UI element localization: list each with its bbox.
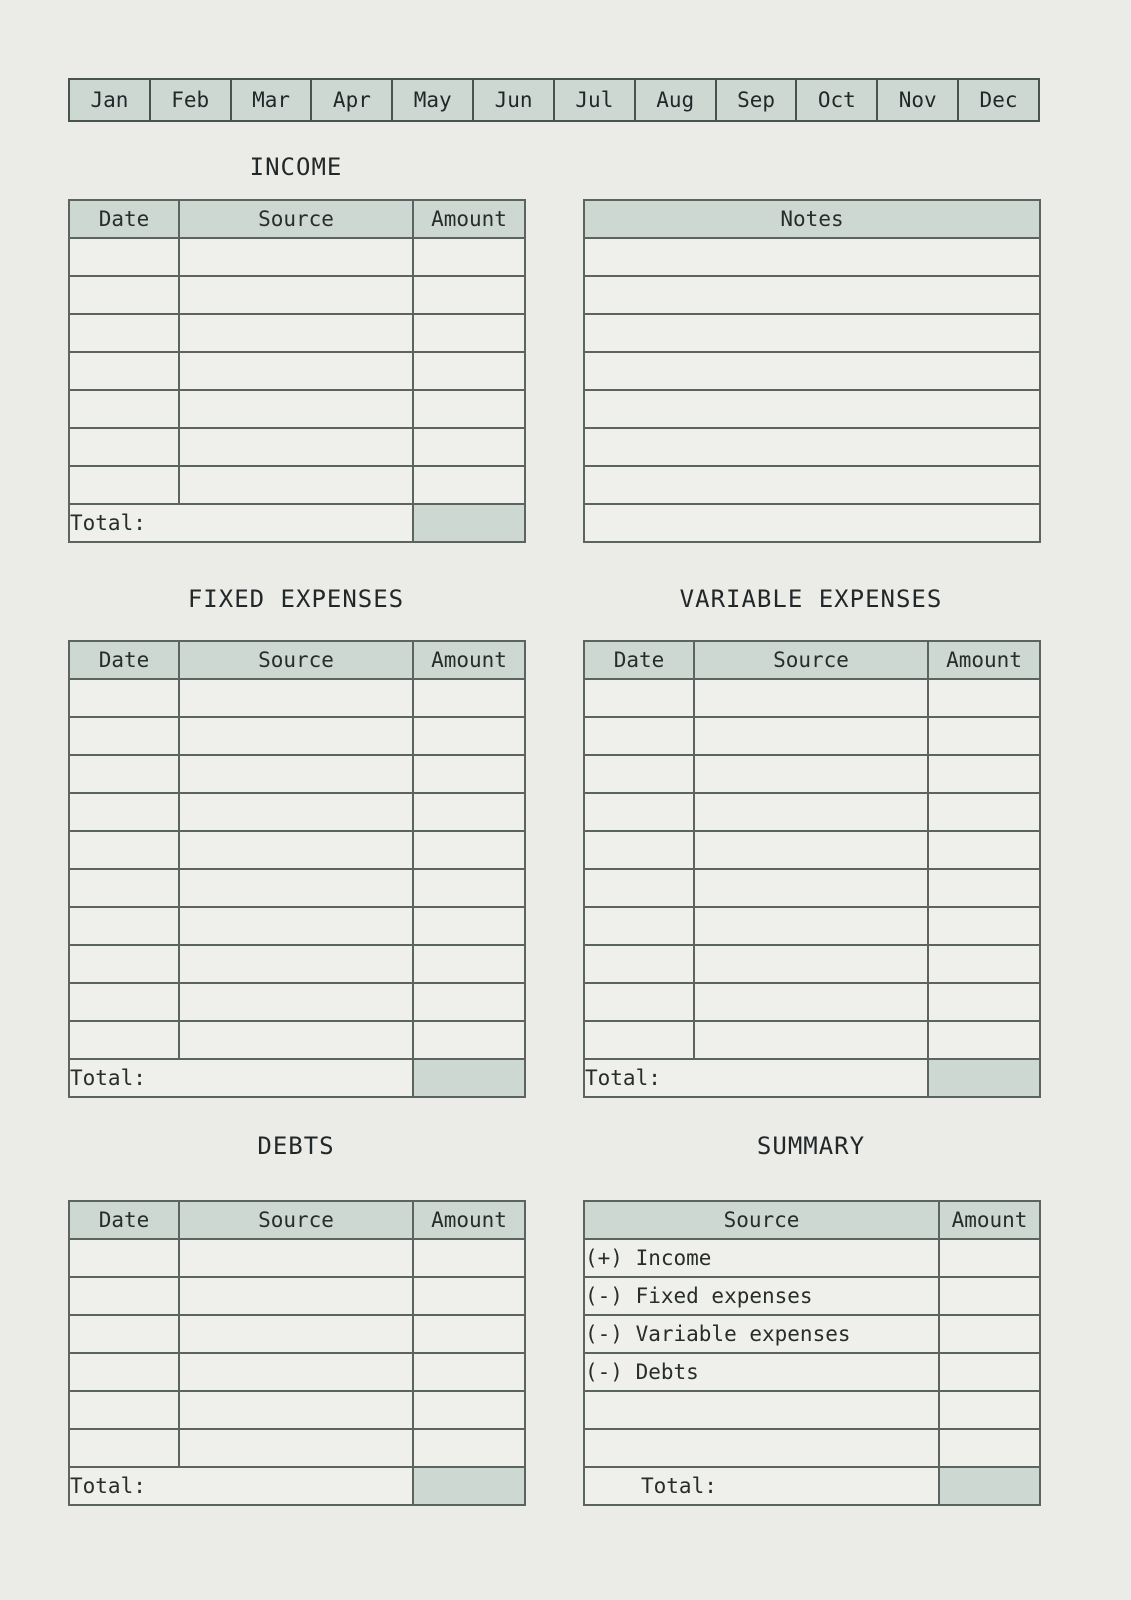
fixed-source-cell[interactable]	[179, 793, 413, 831]
notes-row	[584, 466, 1040, 504]
summary-row-variable	[584, 1315, 1040, 1353]
income-row	[69, 238, 525, 276]
income-row	[69, 390, 525, 428]
fixed-col-amount: Amount	[413, 641, 525, 679]
fixed-expenses-table	[68, 640, 526, 1098]
income-source-cell[interactable]	[179, 276, 413, 314]
notes-row	[584, 352, 1040, 390]
summary-row-debts	[584, 1353, 1040, 1391]
variable-date-cell[interactable]	[584, 869, 694, 907]
summary-total-label: Total:	[584, 1467, 939, 1505]
notes-cell[interactable]	[584, 238, 1040, 276]
month-tab-jun[interactable]: Jun	[474, 80, 555, 120]
variable-row	[584, 793, 1040, 831]
fixed-date-cell[interactable]	[69, 869, 179, 907]
month-tab-mar[interactable]: Mar	[232, 80, 313, 120]
fixed-date-cell[interactable]	[69, 793, 179, 831]
notes-cell[interactable]	[584, 352, 1040, 390]
income-amount-cell[interactable]	[413, 352, 525, 390]
fixed-row	[69, 755, 525, 793]
debts-source-cell[interactable]	[179, 1353, 413, 1391]
month-tab-nov[interactable]: Nov	[878, 80, 959, 120]
debts-table	[68, 1200, 526, 1506]
variable-expenses-title: VARIABLE EXPENSES	[679, 585, 943, 613]
income-col-amount: Amount	[413, 200, 525, 238]
summary-debts-label: (-) Debts	[584, 1353, 939, 1391]
variable-col-date: Date	[584, 641, 694, 679]
fixed-source-cell[interactable]	[179, 945, 413, 983]
debts-title: DEBTS	[257, 1132, 335, 1160]
summary-row-income	[584, 1239, 1040, 1277]
income-amount-cell[interactable]	[413, 238, 525, 276]
month-tab-jul[interactable]: Jul	[555, 80, 636, 120]
variable-amount-cell[interactable]	[928, 869, 1040, 907]
month-tab-may[interactable]: May	[393, 80, 474, 120]
variable-source-cell[interactable]	[694, 1021, 928, 1059]
debts-source-cell[interactable]	[179, 1277, 413, 1315]
income-row	[69, 428, 525, 466]
income-row	[69, 466, 525, 504]
debts-source-cell[interactable]	[179, 1429, 413, 1467]
fixed-total-amount-cell[interactable]	[413, 1059, 525, 1097]
income-amount-cell[interactable]	[413, 428, 525, 466]
debts-col-amount: Amount	[413, 1201, 525, 1239]
fixed-date-cell[interactable]	[69, 717, 179, 755]
debts-total-row	[69, 1467, 525, 1505]
income-source-cell[interactable]	[179, 238, 413, 276]
notes-cell[interactable]	[584, 428, 1040, 466]
summary-income-amount-cell[interactable]	[939, 1239, 1040, 1277]
debts-total-label: Total:	[69, 1467, 413, 1505]
fixed-date-cell[interactable]	[69, 755, 179, 793]
variable-amount-cell[interactable]	[928, 1021, 1040, 1059]
variable-row	[584, 869, 1040, 907]
fixed-date-cell[interactable]	[69, 679, 179, 717]
variable-amount-cell[interactable]	[928, 755, 1040, 793]
variable-source-cell[interactable]	[694, 869, 928, 907]
variable-source-cell[interactable]	[694, 831, 928, 869]
fixed-amount-cell[interactable]	[413, 869, 525, 907]
debts-row	[69, 1277, 525, 1315]
summary-total-amount-cell[interactable]	[939, 1467, 1040, 1505]
fixed-amount-cell[interactable]	[413, 679, 525, 717]
variable-source-cell[interactable]	[694, 679, 928, 717]
income-amount-cell[interactable]	[413, 314, 525, 352]
fixed-row	[69, 983, 525, 1021]
debts-date-cell[interactable]	[69, 1239, 179, 1277]
fixed-date-cell[interactable]	[69, 907, 179, 945]
fixed-row	[69, 945, 525, 983]
variable-date-cell[interactable]	[584, 945, 694, 983]
month-tab-aug[interactable]: Aug	[636, 80, 717, 120]
variable-amount-cell[interactable]	[928, 679, 1040, 717]
income-amount-cell[interactable]	[413, 466, 525, 504]
variable-date-cell[interactable]	[584, 755, 694, 793]
variable-source-cell[interactable]	[694, 755, 928, 793]
variable-amount-cell[interactable]	[928, 907, 1040, 945]
variable-total-row	[584, 1059, 1040, 1097]
fixed-amount-cell[interactable]	[413, 983, 525, 1021]
fixed-date-cell[interactable]	[69, 831, 179, 869]
fixed-amount-cell[interactable]	[413, 945, 525, 983]
month-tab-apr[interactable]: Apr	[312, 80, 393, 120]
month-tab-oct[interactable]: Oct	[797, 80, 878, 120]
notes-cell[interactable]	[584, 466, 1040, 504]
summary-empty-row	[584, 1391, 1040, 1429]
income-table	[68, 199, 526, 543]
notes-cell[interactable]	[584, 390, 1040, 428]
variable-col-source: Source	[694, 641, 928, 679]
variable-source-cell[interactable]	[694, 907, 928, 945]
fixed-source-cell[interactable]	[179, 983, 413, 1021]
summary-income-label: (+) Income	[584, 1239, 939, 1277]
fixed-source-cell[interactable]	[179, 831, 413, 869]
summary-header-row	[584, 1201, 1040, 1239]
fixed-total-row	[69, 1059, 525, 1097]
debts-header-row	[69, 1201, 525, 1239]
summary-col-source: Source	[584, 1201, 939, 1239]
fixed-expenses-title: FIXED EXPENSES	[187, 585, 405, 613]
income-col-source: Source	[179, 200, 413, 238]
variable-header-row	[584, 641, 1040, 679]
summary-row-fixed	[584, 1277, 1040, 1315]
variable-col-amount: Amount	[928, 641, 1040, 679]
notes-row	[584, 428, 1040, 466]
notes-cell[interactable]	[584, 504, 1040, 542]
fixed-col-source: Source	[179, 641, 413, 679]
debts-amount-cell[interactable]	[413, 1315, 525, 1353]
notes-header-row	[584, 200, 1040, 238]
summary-extra-amount-cell[interactable]	[939, 1391, 1040, 1429]
fixed-row	[69, 869, 525, 907]
variable-amount-cell[interactable]	[928, 983, 1040, 1021]
income-date-cell[interactable]	[69, 428, 179, 466]
variable-row	[584, 983, 1040, 1021]
variable-row	[584, 907, 1040, 945]
income-col-date: Date	[69, 200, 179, 238]
income-source-cell[interactable]	[179, 390, 413, 428]
income-total-label: Total:	[69, 504, 413, 542]
debts-row	[69, 1353, 525, 1391]
debts-date-cell[interactable]	[69, 1353, 179, 1391]
variable-row	[584, 1021, 1040, 1059]
income-total-row	[69, 504, 525, 542]
variable-source-cell[interactable]	[694, 983, 928, 1021]
income-total-amount-cell[interactable]	[413, 504, 525, 542]
variable-source-cell[interactable]	[694, 717, 928, 755]
debts-row	[69, 1239, 525, 1277]
fixed-row	[69, 1021, 525, 1059]
fixed-source-cell[interactable]	[179, 907, 413, 945]
summary-variable-amount-cell[interactable]	[939, 1315, 1040, 1353]
variable-date-cell[interactable]	[584, 717, 694, 755]
variable-amount-cell[interactable]	[928, 717, 1040, 755]
variable-row	[584, 717, 1040, 755]
debts-date-cell[interactable]	[69, 1315, 179, 1353]
month-tab-dec[interactable]: Dec	[979, 88, 1018, 112]
notes-row	[584, 238, 1040, 276]
income-source-cell[interactable]	[179, 466, 413, 504]
variable-total-amount-cell[interactable]	[928, 1059, 1040, 1097]
summary-table	[583, 1200, 1041, 1506]
income-date-cell[interactable]	[69, 390, 179, 428]
debts-date-cell[interactable]	[69, 1391, 179, 1429]
variable-source-cell[interactable]	[694, 793, 928, 831]
income-amount-cell[interactable]	[413, 390, 525, 428]
notes-row	[584, 390, 1040, 428]
fixed-row	[69, 679, 525, 717]
fixed-date-cell[interactable]	[69, 1021, 179, 1059]
summary-title: SUMMARY	[756, 1132, 866, 1160]
debts-row	[69, 1315, 525, 1353]
debts-date-cell[interactable]	[69, 1277, 179, 1315]
variable-date-cell[interactable]	[584, 831, 694, 869]
fixed-source-cell[interactable]	[179, 717, 413, 755]
fixed-date-cell[interactable]	[69, 983, 179, 1021]
fixed-row	[69, 831, 525, 869]
month-tab-feb[interactable]: Feb	[151, 80, 232, 120]
debts-col-source: Source	[179, 1201, 413, 1239]
income-date-cell[interactable]	[69, 276, 179, 314]
fixed-amount-cell[interactable]	[413, 755, 525, 793]
notes-table	[583, 199, 1041, 543]
summary-col-amount: Amount	[939, 1201, 1040, 1239]
fixed-row	[69, 907, 525, 945]
variable-amount-cell[interactable]	[928, 831, 1040, 869]
notes-row	[584, 276, 1040, 314]
fixed-header-row	[69, 641, 525, 679]
fixed-source-cell[interactable]	[179, 1021, 413, 1059]
notes-row	[584, 504, 1040, 542]
fixed-source-cell[interactable]	[179, 755, 413, 793]
notes-row	[584, 314, 1040, 352]
fixed-amount-cell[interactable]	[413, 831, 525, 869]
debts-date-cell[interactable]	[69, 1429, 179, 1467]
income-date-cell[interactable]	[69, 314, 179, 352]
fixed-row	[69, 793, 525, 831]
debts-col-date: Date	[69, 1201, 179, 1239]
fixed-col-date: Date	[69, 641, 179, 679]
fixed-date-cell[interactable]	[69, 945, 179, 983]
variable-row	[584, 755, 1040, 793]
fixed-amount-cell[interactable]	[413, 907, 525, 945]
variable-date-cell[interactable]	[584, 793, 694, 831]
income-header-row	[69, 200, 525, 238]
income-date-cell[interactable]	[69, 352, 179, 390]
notes-cell[interactable]	[584, 276, 1040, 314]
variable-source-cell[interactable]	[694, 945, 928, 983]
variable-date-cell[interactable]	[584, 679, 694, 717]
income-row	[69, 276, 525, 314]
debts-amount-cell[interactable]	[413, 1353, 525, 1391]
fixed-amount-cell[interactable]	[413, 717, 525, 755]
notes-cell[interactable]	[584, 314, 1040, 352]
fixed-amount-cell[interactable]	[413, 1021, 525, 1059]
debts-amount-cell[interactable]	[413, 1429, 525, 1467]
summary-fixed-label: (-) Fixed expenses	[584, 1277, 939, 1315]
variable-amount-cell[interactable]	[928, 945, 1040, 983]
variable-row	[584, 945, 1040, 983]
fixed-source-cell[interactable]	[179, 869, 413, 907]
summary-total-row	[584, 1467, 1040, 1505]
income-date-cell[interactable]	[69, 238, 179, 276]
notes-col-header: Notes	[584, 200, 1040, 238]
fixed-row	[69, 717, 525, 755]
income-row	[69, 314, 525, 352]
month-tab-jan[interactable]: Jan	[70, 80, 151, 120]
summary-extra-source-cell[interactable]	[584, 1429, 939, 1467]
summary-extra-amount-cell[interactable]	[939, 1429, 1040, 1467]
debts-amount-cell[interactable]	[413, 1277, 525, 1315]
fixed-total-label: Total:	[69, 1059, 413, 1097]
income-source-cell[interactable]	[179, 314, 413, 352]
debts-total-amount-cell[interactable]	[413, 1467, 525, 1505]
debts-source-cell[interactable]	[179, 1239, 413, 1277]
variable-row	[584, 831, 1040, 869]
fixed-amount-cell[interactable]	[413, 793, 525, 831]
income-source-cell[interactable]	[179, 428, 413, 466]
summary-fixed-amount-cell[interactable]	[939, 1277, 1040, 1315]
fixed-source-cell[interactable]	[179, 679, 413, 717]
income-title: INCOME	[249, 153, 343, 181]
variable-date-cell[interactable]	[584, 983, 694, 1021]
income-amount-cell[interactable]	[413, 276, 525, 314]
variable-date-cell[interactable]	[584, 907, 694, 945]
summary-debts-amount-cell[interactable]	[939, 1353, 1040, 1391]
summary-variable-label: (-) Variable expenses	[584, 1315, 939, 1353]
debts-row	[69, 1391, 525, 1429]
variable-total-label: Total:	[584, 1059, 928, 1097]
debts-amount-cell[interactable]	[413, 1239, 525, 1277]
income-row	[69, 352, 525, 390]
variable-row	[584, 679, 1040, 717]
variable-expenses-table	[583, 640, 1041, 1098]
variable-date-cell[interactable]	[584, 1021, 694, 1059]
summary-extra-source-cell[interactable]	[584, 1391, 939, 1429]
income-date-cell[interactable]	[69, 466, 179, 504]
debts-amount-cell[interactable]	[413, 1391, 525, 1429]
summary-empty-row	[584, 1429, 1040, 1467]
month-tab-bar	[68, 78, 1040, 122]
debts-source-cell[interactable]	[179, 1315, 413, 1353]
variable-amount-cell[interactable]	[928, 793, 1040, 831]
income-source-cell[interactable]	[179, 352, 413, 390]
debts-row	[69, 1429, 525, 1467]
month-tab-sep[interactable]: Sep	[717, 80, 798, 120]
debts-source-cell[interactable]	[179, 1391, 413, 1429]
